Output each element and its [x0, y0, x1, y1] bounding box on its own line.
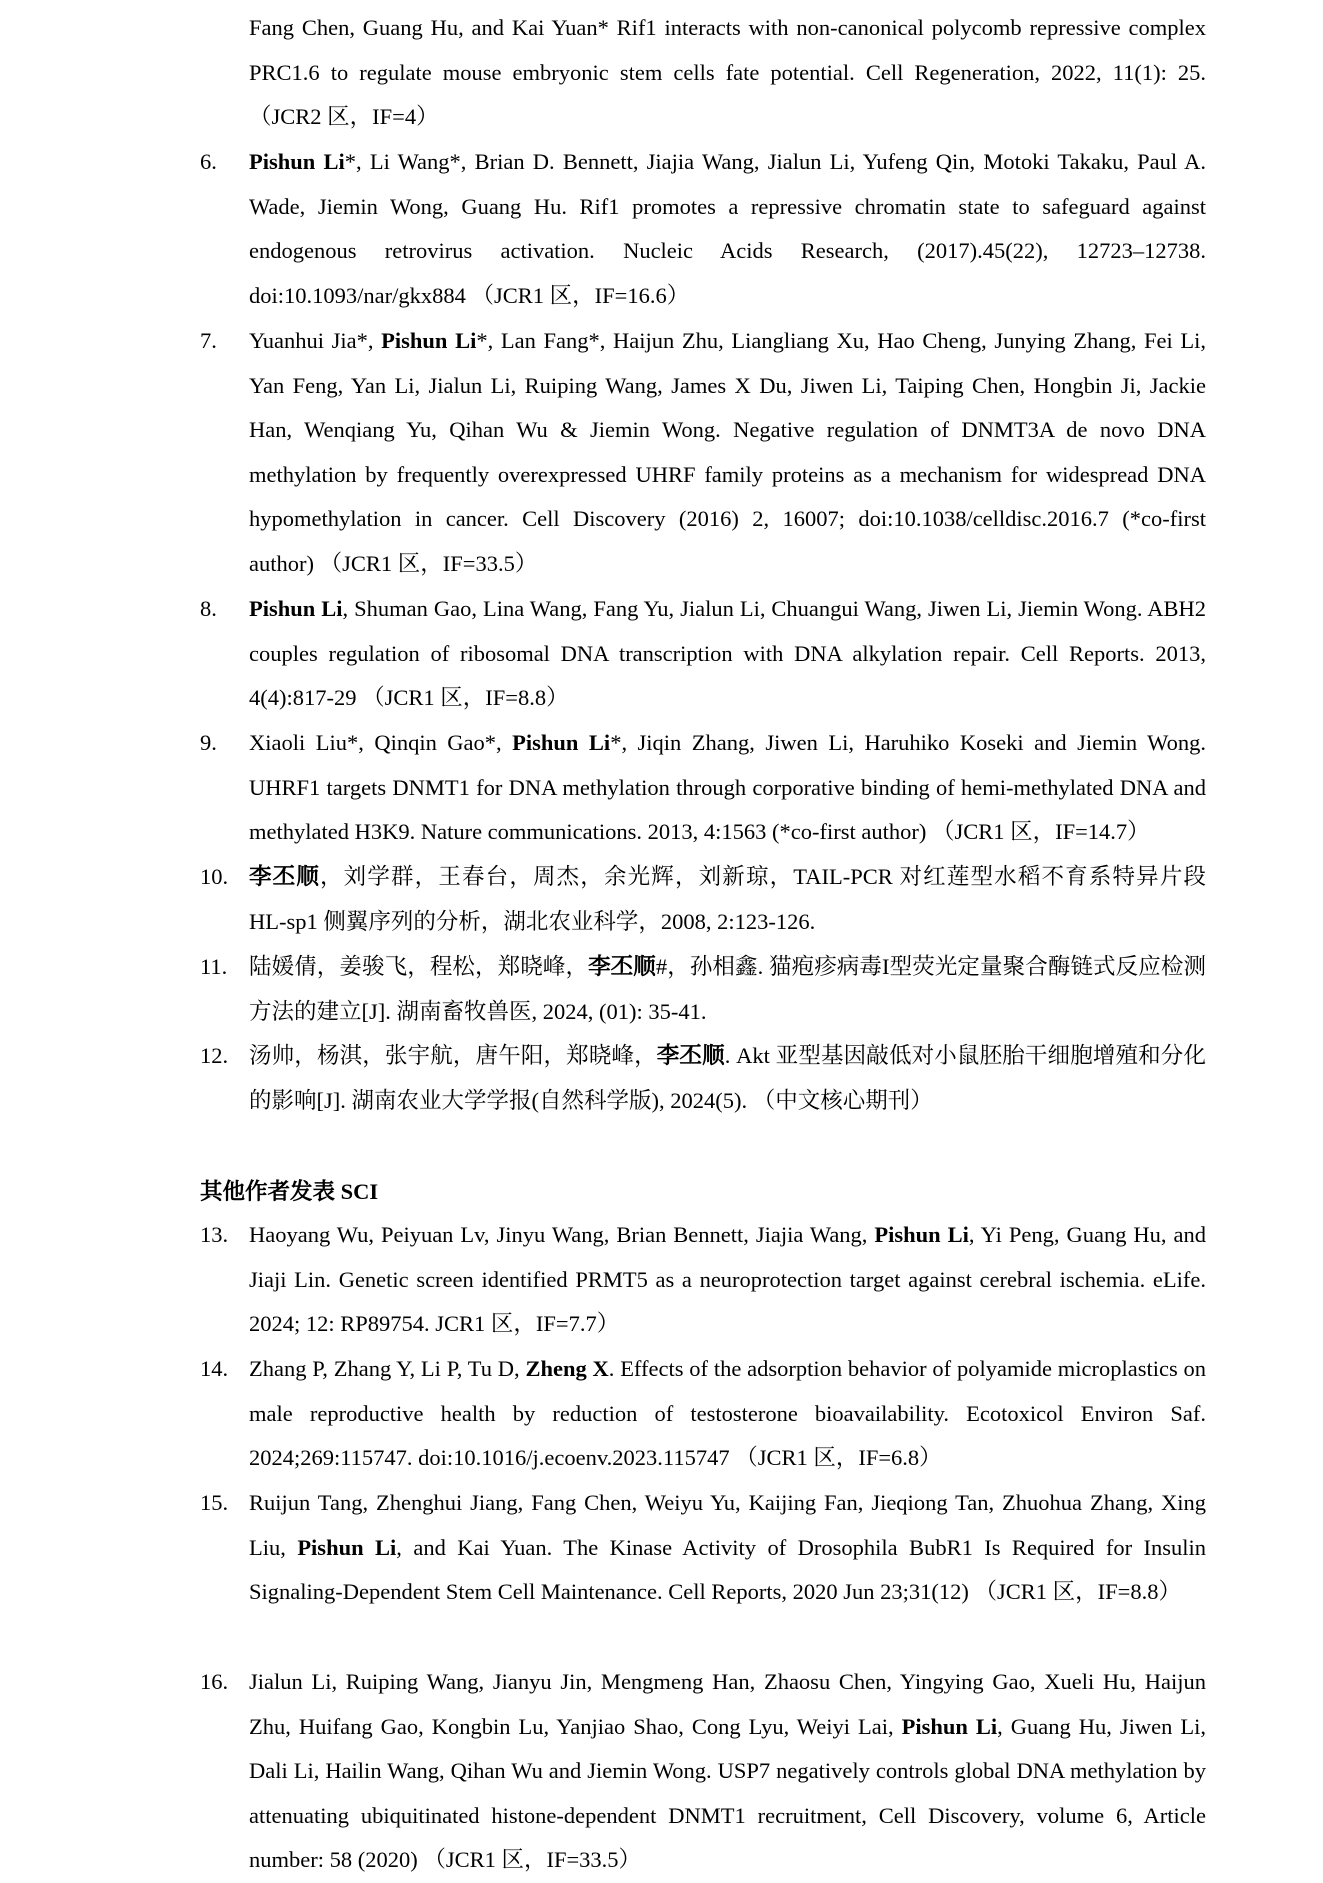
- entry-text-segment: #，孙相鑫. 猫疱疹病毒I型荧光定量聚合酶链式反应检测方法的建立[J]. 湖南畜牧兽医, 2024, (01): 35-41.: [249, 954, 1206, 1024]
- highlighted-author: Zheng X: [525, 1356, 609, 1381]
- highlighted-author: Pishun Li: [249, 149, 345, 174]
- entry-number: 7.: [200, 328, 217, 353]
- entry-text-segment: Jialun Li, Ruiping Wang, Jianyu Jin, Mengmeng Han, Zhaosu Chen, Yingying Gao, Xueli Hu, Haijun Zhu, Huifang Gao, Kongbin Lu, Yanjiao Shao, Cong Lyu, Weiyi Lai,: [249, 1669, 1206, 1739]
- entry-number: 8.: [200, 596, 217, 621]
- publication-entry-5-continued: [200, 6, 1206, 140]
- publication-entry-15: [200, 1481, 1206, 1615]
- entry-text-segment: , and Kai Yuan. The Kinase Activity of Drosophila BubR1 Is Required for Insulin Signaling-Dependent Stem Cell Maintenance. Cell Reports, 2020 Jun 23;31(12) （JCR1 区，IF=8.8）: [249, 1534, 1206, 1605]
- entry-text-segment: 汤帅，杨淇，张宇航，唐午阳，郑晓峰，: [249, 1043, 657, 1068]
- entry-text-segment: Zhang P, Zhang Y, Li P, Tu D,: [249, 1356, 526, 1381]
- entry-number: 6.: [200, 149, 217, 174]
- entry-text-segment: *, Lan Fang*, Haijun Zhu, Liangliang Xu, Hao Cheng, Junying Zhang, Fei Li, Yan Feng, Yan Li, Jialun Li, Ruiping Wang, James X Du, Jiwen Li, Taiping Chen, Hongbin Ji, Jackie Han, Wenqiang Yu, Qihan Wu & Jiemin Wong. Negative regulation of DNMT3A de novo DNA methylation by frequently overexpressed UHRF family proteins as a mechanism for widespread DNA hypomethylation in cancer. Cell Discovery (2016) 2, 16007; doi:10.1038/celldisc.2016.7 (*co-first author) （JCR1 区，IF=33.5）: [249, 328, 1206, 576]
- entry-text: [249, 587, 1206, 721]
- entry-text: [249, 140, 1206, 318]
- entry-number: 12.: [200, 1043, 229, 1068]
- entry-text-segment: Xiaoli Liu*, Qinqin Gao*,: [249, 730, 513, 755]
- publication-entry-14: [200, 1347, 1206, 1481]
- entry-text-segment: Haoyang Wu, Peiyuan Lv, Jinyu Wang, Brian Bennett, Jiajia Wang,: [249, 1222, 875, 1247]
- entry-text-segment: Yuanhui Jia*,: [249, 328, 382, 353]
- entry-text: [249, 1660, 1206, 1883]
- publication-entry-9: [200, 721, 1206, 855]
- entry-text-segment: 陆媛倩，姜骏飞，程松，郑晓峰，: [249, 954, 589, 979]
- entry-text: [249, 6, 1206, 140]
- publication-entry-8: [200, 587, 1206, 721]
- section-heading: 其他作者发表 SCI: [200, 1179, 379, 1204]
- entry-number: 11.: [200, 954, 228, 979]
- publication-entry-7: [200, 319, 1206, 587]
- entry-text-segment: *, Jiqin Zhang, Jiwen Li, Haruhiko Koseki and Jiemin Wong. UHRF1 targets DNMT1 for DNA methylation through corporative binding of hemi-methylated DNA and methylated H3K9. Nature communications. 2013, 4:1563 (*co-first author) （JCR1 区，IF=14.7）: [249, 730, 1206, 845]
- entry-text-segment: . Akt 亚型基因敲低对小鼠胚胎干细胞增殖和分化的影响[J]. 湖南农业大学学报(自然科学版), 2024(5). （中文核心期刊）: [249, 1043, 1206, 1113]
- entry-text: [249, 945, 1206, 1034]
- entry-text: [249, 1347, 1206, 1481]
- entry-number: 10.: [200, 864, 229, 889]
- publication-entry-11: [200, 945, 1206, 1034]
- highlighted-author: Pishun Li: [297, 1534, 397, 1560]
- highlighted-author: Pishun Li: [512, 730, 611, 755]
- entry-text-segment: . Effects of the adsorption behavior of polyamide microplastics on male reproductive health by reduction of testosterone bioavailability. Ecotoxicol Environ Saf. 2024;269:115747. doi:10.1016/j.ecoenv.2023.115747 （JCR1 区，IF=6.8）: [249, 1356, 1206, 1471]
- entry-text-segment: , Yi Peng, Guang Hu, and Jiaji Lin. Genetic screen identified PRMT5 as a neuroprotection target against cerebral ischemia. eLife. 2024; 12: RP89754. JCR1 区，IF=7.7）: [249, 1222, 1206, 1337]
- entry-text: [249, 721, 1206, 855]
- entry-number: 16.: [200, 1669, 229, 1694]
- entry-text-segment: ，刘学群，王春台，周杰，余光辉，刘新琼，TAIL-PCR 对红莲型水稻不育系特异片段 HL-sp1 侧翼序列的分析，湖北农业科学，2008, 2:123-126.: [249, 864, 1206, 934]
- publication-entry-10: [200, 855, 1206, 944]
- highlighted-author: 李丕顺: [588, 954, 656, 979]
- entry-text-segment: , Shuman Gao, Lina Wang, Fang Yu, Jialun Li, Chuangui Wang, Jiwen Li, Jiemin Wong. ABH2 couples regulation of ribosomal DNA transcription with DNA alkylation repair. Cell Reports. 2013, 4(4):817-29 （JCR1 区，IF=8.8）: [249, 596, 1206, 711]
- publication-entry-6: [200, 140, 1206, 318]
- entry-text: [249, 1034, 1206, 1123]
- highlighted-author: Pishun Li: [249, 596, 343, 621]
- entry-number: 15.: [200, 1490, 229, 1515]
- entry-text: [249, 855, 1206, 944]
- highlighted-author: 李丕顺: [249, 864, 320, 889]
- entry-text: [249, 1481, 1206, 1615]
- entry-number: 9.: [200, 730, 217, 755]
- highlighted-author: Pishun Li: [874, 1222, 969, 1247]
- entry-number: 13.: [200, 1222, 229, 1247]
- entry-text-segment: , Guang Hu, Jiwen Li, Dali Li, Hailin Wang, Qihan Wu and Jiemin Wong. USP7 negatively controls global DNA methylation by attenuating ubiquitinated histone-dependent DNMT1 recruitment, Cell Discovery, volume 6, Article number: 58 (2020) （JCR1 区，IF=33.5）: [249, 1713, 1206, 1873]
- entry-text-segment: *, Li Wang*, Brian D. Bennett, Jiajia Wang, Jialun Li, Yufeng Qin, Motoki Takaku, Paul A. Wade, Jiemin Wong, Guang Hu. Rif1 promotes a repressive chromatin state to safeguard against endogenous retrovirus activation. Nucleic Acids Research, (2017).45(22), 12723–12738. doi:10.1093/nar/gkx884 （JCR1 区，IF=16.6）: [249, 149, 1206, 308]
- entry-text-segment: Ruijun Tang, Zhenghui Jiang, Fang Chen, Weiyu Yu, Kaijing Fan, Jieqiong Tan, Zhuohua Zhang, Xing Liu,: [249, 1490, 1206, 1560]
- entry-text-segment: Fang Chen, Guang Hu, and Kai Yuan* Rif1 interacts with non-canonical polycomb repressive complex PRC1.6 to regulate mouse embryonic stem cells fate potential. Cell Regeneration, 2022, 11(1): 25. （JCR2 区，IF=4）: [249, 15, 1206, 130]
- publication-entry-12: [200, 1034, 1206, 1123]
- highlighted-author: Pishun Li: [901, 1713, 998, 1739]
- entry-number: 14.: [200, 1356, 229, 1381]
- highlighted-author: 李丕顺: [656, 1043, 725, 1068]
- highlighted-author: Pishun Li: [381, 328, 477, 353]
- entry-text: [249, 319, 1206, 587]
- publication-entry-16: [200, 1660, 1206, 1883]
- entry-text: [249, 1213, 1206, 1347]
- publication-entry-13: [200, 1213, 1206, 1347]
